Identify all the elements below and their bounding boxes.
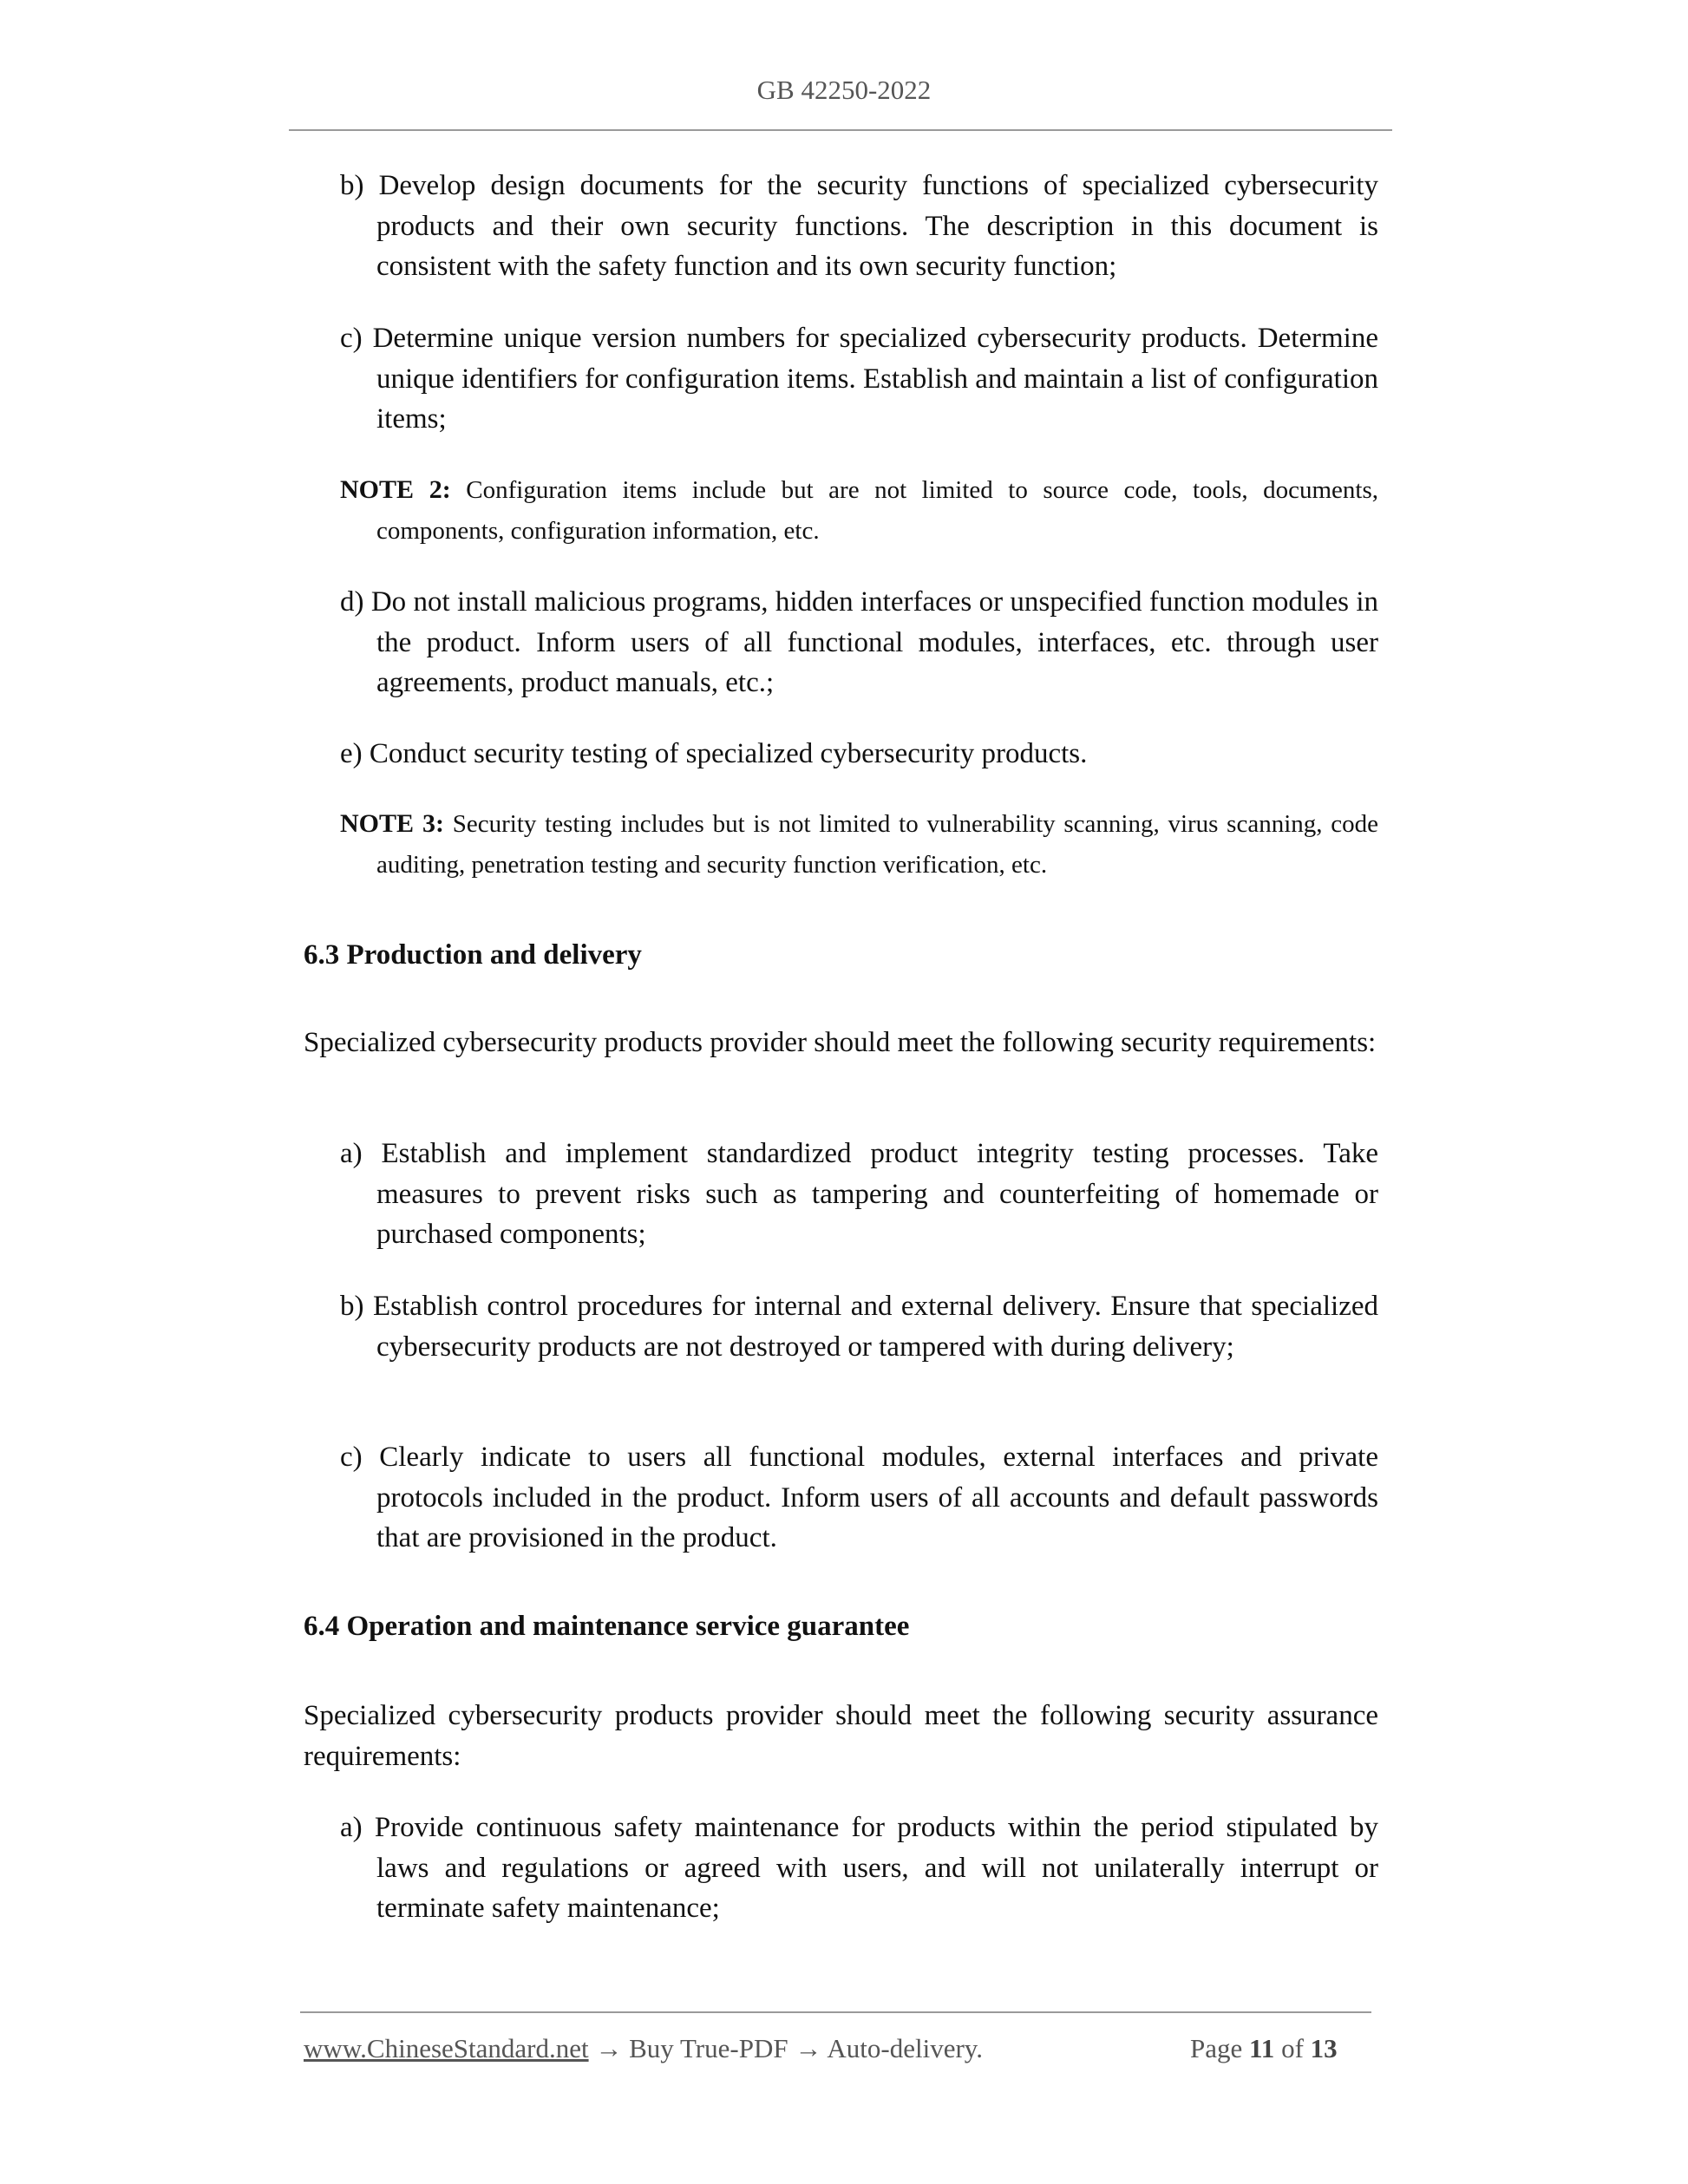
note-3 <box>340 804 1378 885</box>
arrow-right-icon: → <box>795 2033 822 2063</box>
site-link[interactable]: www.ChineseStandard.net <box>304 2033 589 2063</box>
footer-promo <box>304 2033 983 2064</box>
list-item-b <box>340 166 1378 287</box>
list-text: Conduct security testing of specialized cybersecurity products. <box>369 738 1088 769</box>
list-marker: e) <box>340 738 363 769</box>
list-marker: b) <box>340 1291 364 1322</box>
section-heading-6-4: 6.4 Operation and maintenance service guarantee <box>304 1611 910 1642</box>
list-marker: c) <box>340 323 363 354</box>
header-divider <box>289 129 1392 131</box>
list-item-d <box>340 582 1378 703</box>
note-text: Configuration items include but are not limited to source code, tools, documents, components, configuration information, etc. <box>376 476 1379 545</box>
list-item-a <box>340 1134 1378 1255</box>
page-label: Page <box>1190 2033 1243 2063</box>
list-marker: d) <box>340 586 364 618</box>
list-item-c <box>340 1437 1378 1559</box>
list-text: Clearly indicate to users all functional modules, external interfaces and private protocols included in the product. Inform users of all accounts and default passwords that are provisioned in the product. <box>376 1442 1378 1553</box>
list-text: Develop design documents for the security functions of specialized cybersecurity products and their own security functions. The description in this document is consistent with the safety function and its own security function; <box>376 170 1378 282</box>
current-page: 11 <box>1249 2033 1275 2063</box>
total-pages: 13 <box>1310 2033 1338 2063</box>
list-item-a <box>340 1808 1378 1929</box>
buy-pdf-text: Buy True-PDF <box>629 2033 788 2063</box>
of-label: of <box>1281 2033 1304 2063</box>
note-2 <box>340 470 1378 551</box>
document-header-title: GB 42250-2022 <box>756 75 932 105</box>
page-number <box>1190 2033 1338 2064</box>
note-label: NOTE 2: <box>340 475 451 504</box>
note-text: Security testing includes but is not limited to vulnerability scanning, virus scanning, code auditing, penetration testing and security function verification, etc. <box>376 810 1379 879</box>
list-item-c <box>340 318 1378 440</box>
list-text: Provide continuous safety maintenance for products within the period stipulated by laws and regulations or agreed with users, and will not unilaterally interrupt or terminate safety maintenance; <box>374 1812 1379 1924</box>
note-label: NOTE 3: <box>340 809 444 838</box>
list-marker: b) <box>340 170 364 201</box>
list-text: Establish and implement standardized product integrity testing processes. Take measures to prevent risks such as tampering and counterfeiting of homemade or purchased components; <box>376 1138 1378 1250</box>
list-text: Determine unique version numbers for specialized cybersecurity products. Determine unique identifiers for configuration items. Establish and maintain a list of configuration items; <box>372 323 1378 435</box>
list-marker: c) <box>340 1442 363 1473</box>
list-text: Do not install malicious programs, hidden interfaces or unspecified function modules in the product. Inform users of all functional modules, interfaces, etc. through user agreements, product manuals, etc.; <box>370 586 1378 698</box>
arrow-right-icon: → <box>595 2033 623 2063</box>
list-item-e <box>340 734 1378 775</box>
list-marker: a) <box>340 1812 363 1843</box>
list-item-b <box>340 1286 1378 1367</box>
list-marker: a) <box>340 1138 363 1169</box>
section-6-3-intro: Specialized cybersecurity products provider should meet the following security requirements: <box>304 1027 1377 1058</box>
auto-delivery-text: Auto-delivery. <box>827 2033 984 2063</box>
section-6-4-intro: Specialized cybersecurity products provider should meet the following security assurance requirements: <box>304 1700 1378 1772</box>
list-text: Establish control procedures for internal and external delivery. Ensure that specialized cybersecurity products are not destroyed or tampered with during delivery; <box>372 1291 1378 1363</box>
footer-divider <box>300 2011 1371 2013</box>
section-heading-6-3: 6.3 Production and delivery <box>304 939 642 971</box>
